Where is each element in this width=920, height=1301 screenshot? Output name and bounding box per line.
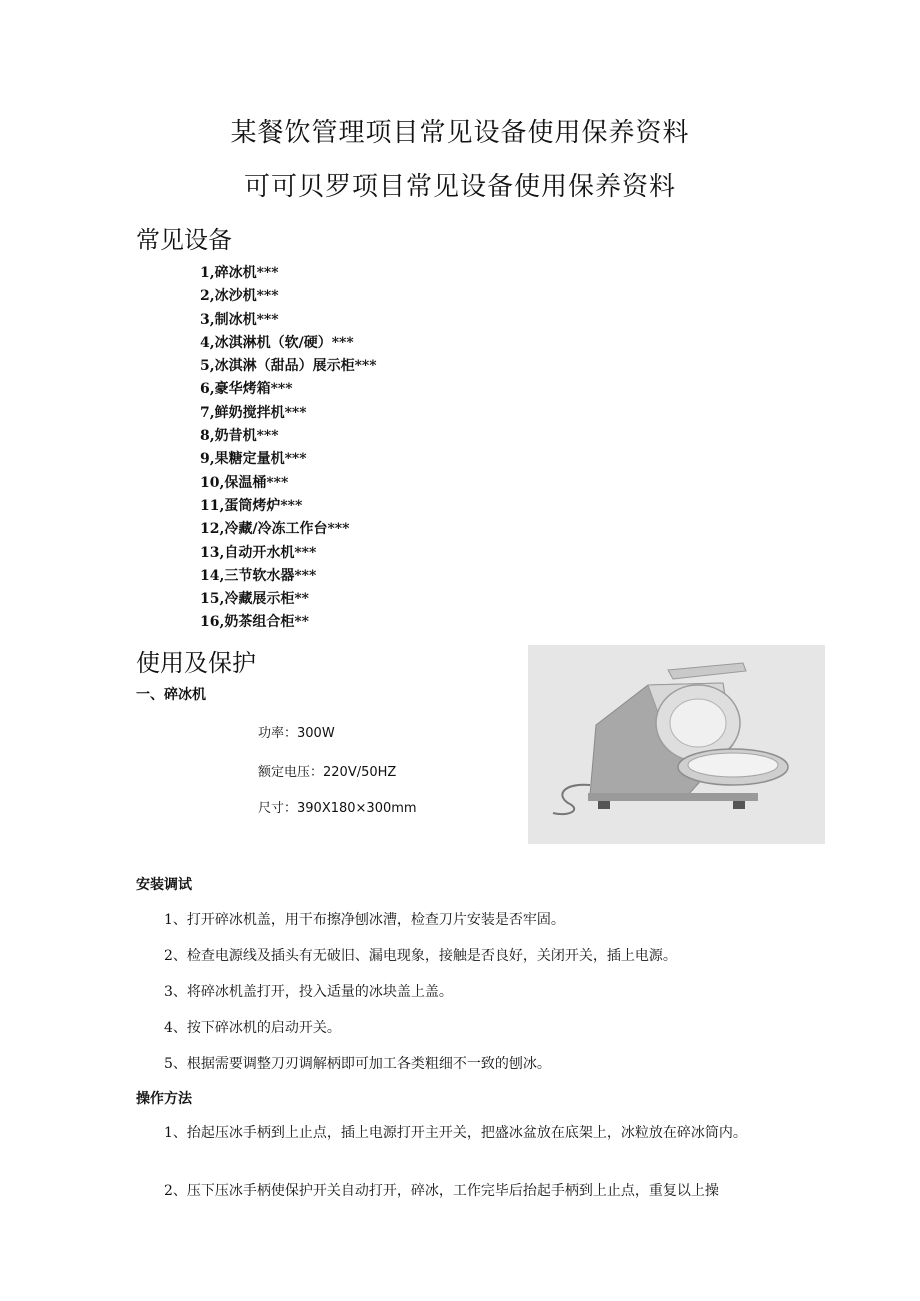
operation-heading: 操作方法 xyxy=(136,1091,192,1107)
operation-step: 1、抬起压冰手柄到上止点，插上电源打开主开关，把盛冰盆放在底架上，冰粒放在碎冰筒内。 xyxy=(164,1125,747,1141)
operation-step: 2、压下压冰手柄使保护开关自动打开，碎冰，工作完毕后抬起手柄到上止点，重复以上操 xyxy=(164,1183,719,1199)
list-item: 12,冷藏/冷冻工作台*** xyxy=(200,521,350,538)
list-item: 11,蛋筒烤炉*** xyxy=(200,497,303,514)
install-step: 4、按下碎冰机的启动开关。 xyxy=(164,1020,341,1036)
list-item: 14,三节软水器*** xyxy=(200,567,317,584)
list-item: 6,豪华烤箱*** xyxy=(200,381,293,398)
ice-crusher-illustration xyxy=(528,645,825,844)
list-item: 4,冰淇淋机（软/硬）*** xyxy=(200,334,354,351)
install-heading: 安装调试 xyxy=(136,877,192,893)
spec-voltage: 额定电压：220V/50HZ xyxy=(258,765,397,780)
equipment-list xyxy=(200,262,377,635)
usage-heading: 使用及保护 xyxy=(136,649,256,677)
document-subtitle: 可可贝罗项目常见设备使用保养资料 xyxy=(243,172,676,202)
list-item: 1,碎冰机*** xyxy=(200,265,279,281)
list-item: 16,奶茶组合柜** xyxy=(200,614,309,631)
list-item: 13,自动开水机*** xyxy=(200,544,317,561)
equipment-heading: 常见设备 xyxy=(136,226,232,254)
machine-title: 一、碎冰机 xyxy=(136,687,206,703)
list-item: 5,冰淇淋（甜品）展示柜*** xyxy=(200,358,377,375)
list-item: 7,鲜奶搅拌机*** xyxy=(200,404,307,421)
list-item: 2,冰沙机*** xyxy=(200,288,279,305)
list-item: 3,制冰机*** xyxy=(200,311,279,328)
install-step: 1、打开碎冰机盖，用干布擦净刨冰漕，检查刀片安装是否牢固。 xyxy=(164,912,565,928)
list-item: 10,保温桶*** xyxy=(200,474,289,491)
install-step: 5、根据需要调整刀刃调解柄即可加工各类粗细不一致的刨冰。 xyxy=(164,1056,551,1072)
install-step: 2、检查电源线及插头有无破旧、漏电现象，接触是否良好，关闭开关，插上电源。 xyxy=(164,948,677,964)
spec-power: 功率：300W xyxy=(258,726,335,741)
ice-crusher-photo xyxy=(528,645,825,844)
document-title: 某餐饮管理项目常见设备使用保养资料 xyxy=(230,118,690,148)
list-item: 15,冷藏展示柜** xyxy=(200,591,309,608)
list-item: 9,果糖定量机*** xyxy=(200,451,307,468)
install-step: 3、将碎冰机盖打开，投入适量的冰块盖上盖。 xyxy=(164,984,453,1000)
list-item: 8,奶昔机*** xyxy=(200,428,279,445)
spec-size: 尺寸：390X180×300mm xyxy=(258,801,417,816)
